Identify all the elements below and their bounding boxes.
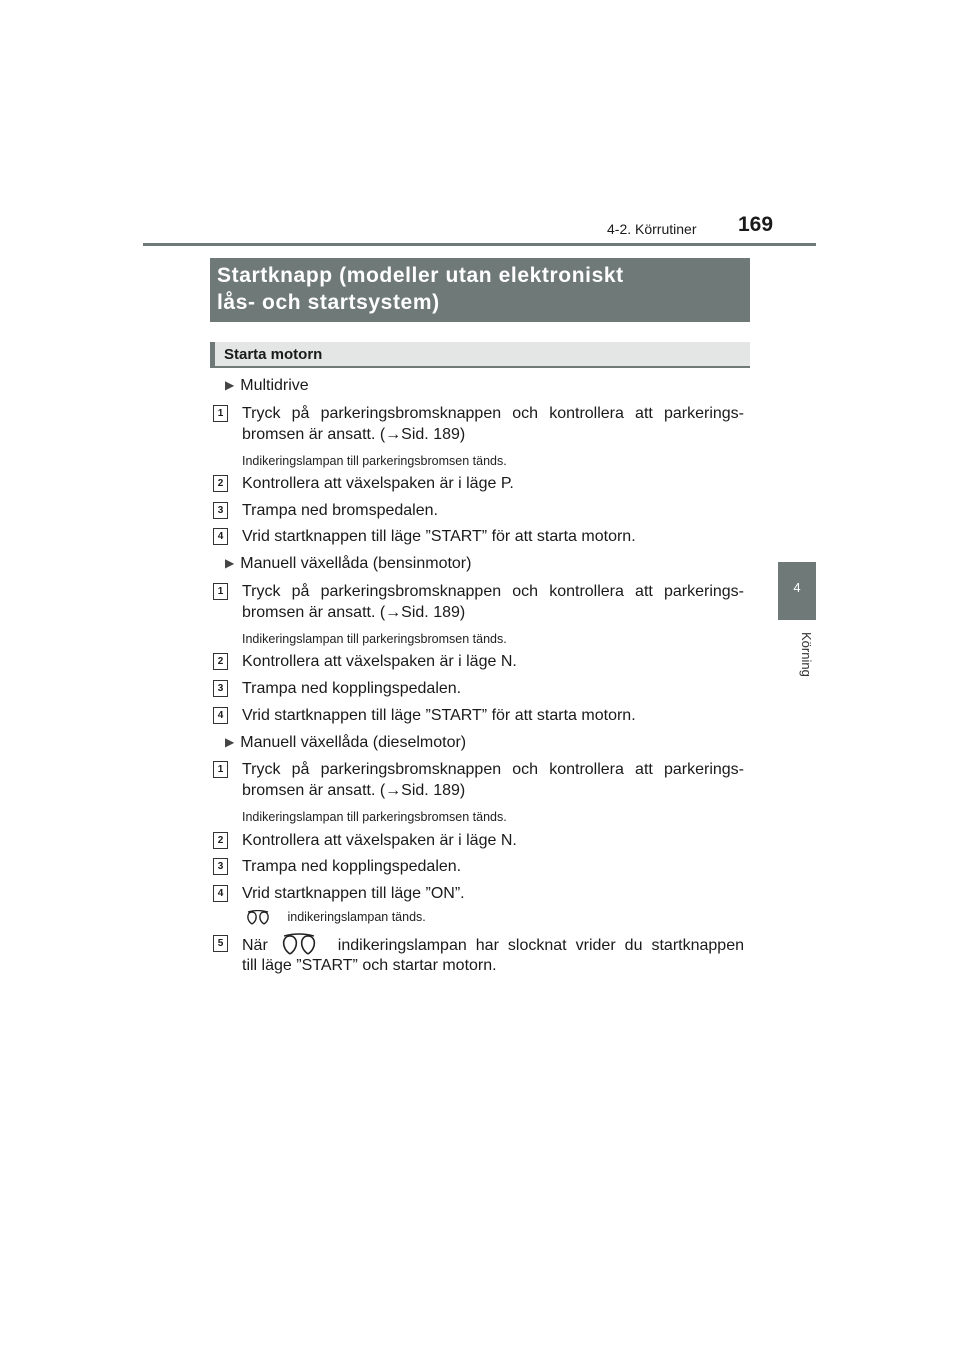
glow-plug-indicator-icon [244, 910, 278, 926]
triangle-right-icon: ▶ [225, 735, 235, 749]
step-number: 2 [213, 653, 228, 670]
step-number: 2 [213, 475, 228, 492]
step-text-continued: till läge ”START” och startar motorn. [242, 957, 497, 974]
section-heading [225, 732, 466, 753]
step-item [213, 581, 744, 627]
step-text-continued: bromsen är ansatt. (→Sid. 189) [242, 604, 466, 621]
step-text-continued: bromsen är ansatt. (→Sid. 189) [242, 426, 466, 443]
step-number: 4 [213, 528, 228, 545]
section-heading [225, 375, 309, 396]
section-reference: 4-2. Körrutiner [607, 221, 697, 237]
triangle-right-icon: ▶ [225, 378, 235, 392]
subheading-text: Starta motorn [224, 346, 323, 363]
page-title-line-1: Startknapp (modeller utan elektroniskt [217, 264, 624, 287]
step-text: Trampa ned kopplingspedalen. [242, 858, 462, 875]
section-heading-text: Manuell växellåda (bensinmotor) [240, 555, 472, 572]
step-item [213, 759, 744, 805]
section-heading-text: Multidrive [240, 377, 309, 394]
triangle-right-icon: ▶ [225, 556, 235, 570]
step-text: Kontrollera att växelspaken är i läge N. [242, 653, 517, 670]
glow-indicator-note [244, 909, 426, 926]
step-number: 4 [213, 707, 228, 724]
step-text: Tryck på parkeringsbromsknappen och kontrollera att parkerings- [242, 761, 744, 778]
header-divider [143, 243, 816, 246]
note-text: Indikeringslampan till parkeringsbromsen tänds. [242, 632, 507, 646]
step-number: 2 [213, 832, 228, 849]
glow-plug-indicator-icon [278, 933, 326, 957]
step-text: Vrid startknappen till läge ”START” för att starta motorn. [242, 707, 636, 724]
note-text: Indikeringslampan till parkeringsbromsen tänds. [242, 454, 507, 468]
step-text: Trampa ned kopplingspedalen. [242, 680, 462, 697]
step-number: 3 [213, 858, 228, 875]
glow-indicator-note-text: indikeringslampan tänds. [287, 910, 426, 924]
step-number: 5 [213, 935, 228, 952]
section-heading [225, 553, 471, 574]
step-text: Kontrollera att växelspaken är i läge P. [242, 475, 514, 492]
page-title-line-2: lås- och startsystem) [217, 291, 440, 314]
subheading-bar [210, 342, 750, 368]
step-text: Vrid startknappen till läge ”ON”. [242, 885, 465, 902]
step-text: Vrid startknappen till läge ”START” för att starta motorn. [242, 528, 636, 545]
step-text-continued: bromsen är ansatt. (→Sid. 189) [242, 782, 466, 799]
note-text: Indikeringslampan till parkeringsbromsen tänds. [242, 810, 507, 824]
step-text [242, 933, 744, 957]
step-number: 1 [213, 761, 228, 778]
chapter-tab[interactable] [778, 562, 816, 620]
step-item [213, 403, 744, 449]
page-number: 169 [738, 213, 774, 236]
chapter-tab-label: Körning [799, 632, 814, 677]
step-text: Trampa ned bromspedalen. [242, 502, 438, 519]
step-text-end: indikeringslampan har slocknat vrider du startknappen [337, 936, 744, 954]
step-item [213, 933, 744, 979]
chapter-tab-number: 4 [793, 580, 801, 595]
step-text: Kontrollera att växelspaken är i läge N. [242, 832, 517, 849]
step-number: 3 [213, 502, 228, 519]
step-number: 3 [213, 680, 228, 697]
step-number: 4 [213, 885, 228, 902]
step-text: Tryck på parkeringsbromsknappen och kontrollera att parkerings- [242, 405, 744, 422]
step-text: Tryck på parkeringsbromsknappen och kontrollera att parkerings- [242, 583, 744, 600]
step-text-start: När [242, 936, 268, 954]
section-heading-text: Manuell växellåda (dieselmotor) [240, 734, 467, 751]
step-number: 1 [213, 405, 228, 422]
step-number: 1 [213, 583, 228, 600]
page-title [210, 258, 750, 322]
